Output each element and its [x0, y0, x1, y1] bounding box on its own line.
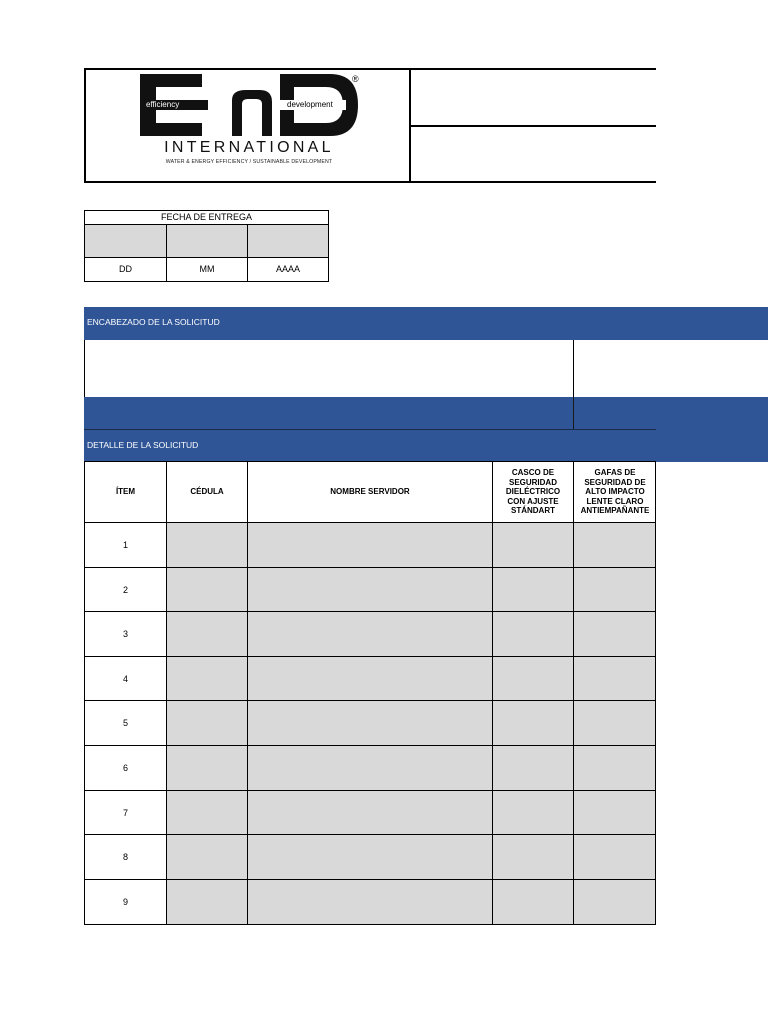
nombre-input-column[interactable] — [248, 523, 492, 924]
col-header-cedula: CÉDULA — [190, 487, 224, 497]
item-number: 5 — [122, 718, 128, 728]
table-col-line — [166, 461, 167, 925]
logo-efficiency-word: efficiency — [146, 100, 180, 109]
table-row-line — [84, 567, 656, 568]
encabezado-band — [84, 307, 768, 340]
fecha-day-label: DD — [119, 264, 132, 274]
band-divider — [573, 397, 574, 430]
item-number: 9 — [122, 897, 128, 907]
item-number: 2 — [122, 584, 128, 595]
fecha-year-label: AAAA — [275, 264, 300, 274]
item-number: 7 — [122, 807, 128, 818]
col-header-gafas: GAFAS DE SEGURIDAD DE ALTO IMPACTO LENTE CLARO ANTIEMPAÑANTE — [580, 468, 650, 516]
encabezado-input-area[interactable] — [84, 340, 656, 398]
fecha-year-input[interactable] — [248, 225, 328, 258]
fecha-day-input[interactable] — [85, 225, 166, 258]
logo-tagline: WATER & ENERGY EFFICIENCY / SUSTAINABLE DEVELOPMENT — [165, 159, 333, 165]
table-row-line — [84, 745, 656, 746]
header-right-divider — [411, 125, 656, 127]
item-number: 1 — [122, 540, 128, 550]
table-row-line — [84, 700, 656, 701]
table-row-line — [84, 834, 656, 835]
table-row-line — [84, 790, 656, 791]
detalle-title: DETALLE DE LA SOLICITUD — [87, 440, 199, 450]
table-row-line — [84, 522, 656, 523]
item-number: 8 — [122, 852, 128, 862]
col-header-item: ÍTEM — [115, 487, 136, 497]
col-header-casco: CASCO DE SEGURIDAD DIELÉCTRICO CON AJUSTE STÁNDART — [505, 468, 561, 516]
logo-international-text: INTERNATIONAL — [164, 139, 334, 156]
encabezado-title: ENCABEZADO DE LA SOLICITUD — [87, 317, 220, 327]
fecha-entrega-title: FECHA DE ENTREGA — [84, 210, 329, 225]
fecha-month-input[interactable] — [167, 225, 247, 258]
table-row-line — [84, 879, 656, 880]
casco-input-column[interactable] — [493, 523, 573, 924]
table-col-line — [492, 461, 493, 925]
item-number: 3 — [122, 629, 128, 639]
logo-development-word: development — [287, 100, 333, 109]
registered-mark: ® — [352, 74, 359, 84]
item-number: 6 — [122, 763, 128, 773]
gafas-input-column[interactable] — [574, 523, 655, 924]
detalle-band — [84, 430, 684, 460]
col-header-nombre: NOMBRE SERVIDOR — [330, 487, 410, 497]
table-col-line — [573, 461, 574, 925]
cedula-input-column[interactable] — [167, 523, 247, 924]
table-row-line — [84, 611, 656, 612]
table-row-line — [84, 656, 656, 657]
item-number: 4 — [122, 673, 128, 684]
table-col-line — [247, 461, 248, 925]
fecha-month-label: MM — [199, 264, 215, 274]
